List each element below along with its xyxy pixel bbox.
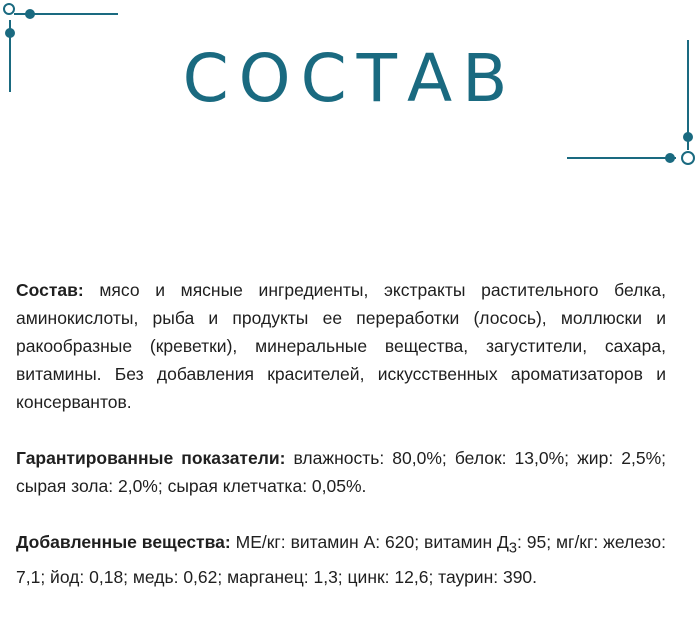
composition-label: Состав: [16,280,84,300]
additives-label: Добавленные вещества: [16,532,231,552]
composition-paragraph [16,276,666,416]
composition-content [16,276,666,619]
composition-text: мясо и мясные ингредиенты, экстракты растительного белка, аминокислоты, рыба и продукты ее переработки (лосось), моллюски и ракообразные (креветки), минеральные вещества, загустители, сахара, витамины. Без добавления красителей, искусственных ароматизаторов и консервантов. [16,280,666,412]
additives-subscript: 3 [508,540,517,557]
guaranteed-label: Гарантированные показатели: [16,448,286,468]
additives-text-after: : 95; мг/кг: железо: 7,1; йод: 0,18; медь: 0,62; марганец: 1,3; цинк: 12,6; таурин: 390. [16,532,666,587]
additives-text-before: МЕ/кг: витамин А: 620; витамин Д [235,532,509,552]
page-title: СОСТАВ [182,40,518,117]
additives-paragraph [16,528,666,591]
guaranteed-paragraph [16,444,666,500]
guaranteed-text: влажность: 80,0%; белок: 13,0%; жир: 2,5%; сырая зола: 2,0%; сырая клетчатка: 0,05%. [16,448,666,496]
